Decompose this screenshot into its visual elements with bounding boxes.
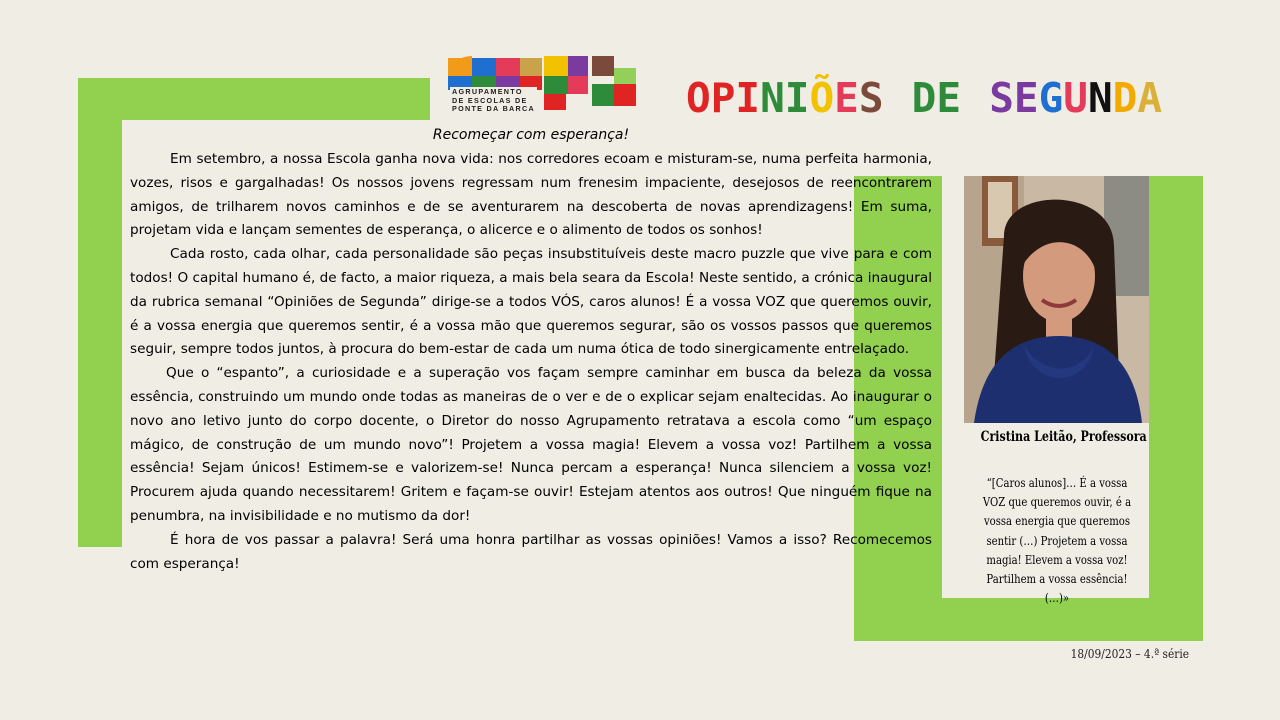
title-word-1 [686,72,884,124]
article-paragraph-3: Que o “espanto”, a curiosidade e a superação vos façam sempre caminhar em busca da beleza da vossa essência, construindo um mundo onde todas as maneiras de o ver e de o explicar sejam enaltecidas. Ao inaugurar o novo ano letivo junto do corpo docente, o Diretor do nosso Agrupamento retratava a escola como “um espaço mágico, de construção de um mundo novo”! Projetem a vossa magia! Elevem a vossa voz! Partilhem a vossa essência! Sejam únicos! Estimem-se e valorizem-se! Nunca percam a esperança! Nunca silenciem a vossa voz! Procurem ajuda quando necessitarem! Gritem e façam-se ouvir! Estejam atentos aos outros! Que ninguém fique na penumbra, na invisibilidade e no mutismo da dor! [130,365,932,524]
logo-text [450,87,537,114]
logo-shape-1 [448,56,496,90]
title-letter: D [911,74,937,122]
title-letter: A [1137,74,1162,122]
title-letter: N [760,74,785,122]
logo-shape-4 [592,56,636,106]
title-letter: U [1063,74,1088,122]
title-letter: N [1087,74,1113,122]
article-paragraph-1: Em setembro, a nossa Escola ganha nova vida: nos corredores ecoam e misturam-se, numa perfeita harmonia, vozes, risos e gargalhadas! Os nossos jovens regressam num frenesim impaciente, desejosos de reencontrarem amigos, de trilharem novos caminhos e de se aventurarem na descoberta de novas aprendizagens! Em suma, projetam vida e lançam sementes de esperança, o alicerce e o alimento de todos os sonhos! [130,151,932,239]
title-letter: I [784,74,810,122]
title-letter: G [1038,74,1064,122]
logo-shape-3 [544,56,588,110]
article-paragraph-2: Cada rosto, cada olhar, cada personalidade são peças insubstituíveis deste macro puzzle que vive para e com todos! O capital humano é, de facto, a maior riqueza, a mais bela seara da Escola! Neste sentido, a crónica inaugural da rubrica semanal “Opiniões de Segunda” dirige-se a todos VÓS, caros alunos! É a vossa VOZ que queremos ouvir, é a vossa energia que queremos sentir, é a vossa mão que queremos segurar, são os vossos passos que queremos seguir, sempre todos juntos, à procura do bem-estar de cada um numa ótica de todo sinergicamente entrelaçado. [130,246,932,358]
author-photo [964,176,1149,423]
title-letter: E [1013,74,1039,122]
logo-line-1: AGRUPAMENTO [452,87,523,96]
page-title [686,72,1162,124]
author-caption: Cristina Leitão, Professora [980,429,1147,445]
logo-line-2: DE ESCOLAS DE [452,95,528,105]
title-letter: D [1112,74,1138,122]
article-paragraph-4: É hora de vos passar a palavra! Será uma honra partilhar as vossas opiniões! Vamos a isso? Recomecemos com esperança! [130,531,932,572]
title-letter: P [710,74,736,122]
title-letter: E [834,74,859,122]
article-body [130,148,932,576]
title-letter: S [858,74,884,122]
title-letter: O [686,74,711,122]
title-word-2 [912,72,961,124]
author-quote: “[Caros alunos]… É a vossa VOZ que queremos ouvir, é a vossa energia que queremos sentir (…) Projetem a vossa magia! Elevem a vossa voz! Partilhem a vossa essência! (…)» [982,476,1132,606]
title-word-3 [989,72,1162,124]
publication-date: 18/09/2023 – 4.ª série [1070,646,1189,661]
logo-shape-2 [496,58,542,90]
logo-line-3: PONTE DA BARCA [452,104,536,114]
title-letter: E [936,74,962,122]
title-letter: I [735,74,761,122]
title-letter: S [989,74,1014,122]
title-letter: Õ [809,74,835,122]
article-title: Recomeçar com esperança! [432,127,630,143]
